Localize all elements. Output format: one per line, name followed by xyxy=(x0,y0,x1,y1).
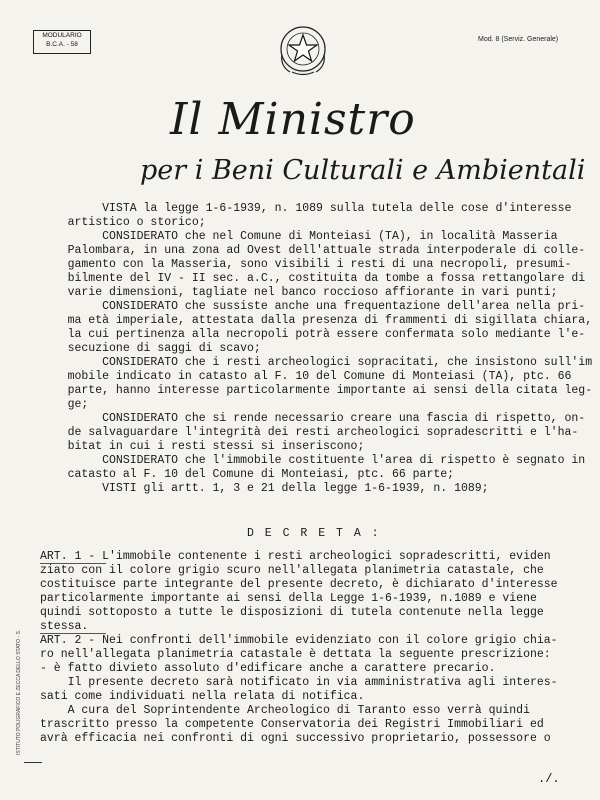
ministry-title: Il Ministro xyxy=(170,94,416,145)
article-line: ro nell'allegata planimetria catastale è dettata la seguente prescrizione: xyxy=(40,648,551,661)
preamble-line: CONSIDERATO che i resti archeologici sopracitati, che insistono sull'im xyxy=(40,356,593,369)
article-line: stessa. xyxy=(40,620,89,633)
preamble-line: VISTA la legge 1-6-1939, n. 1089 sulla tutela delle cose d'interesse xyxy=(40,202,572,215)
modulario-stamp xyxy=(33,30,91,54)
mod-label: Mod. 8 (Serviz. Generale) xyxy=(478,36,559,43)
preamble-line: la cui pertinenza alla necropoli potrà essere confermata solo mediante l'e- xyxy=(40,328,586,341)
article-line: sati come individuati nella relata di notifica. xyxy=(40,690,365,703)
preamble-line: secuzione di saggi di scavo; xyxy=(40,342,261,355)
continuation-mark: ./. xyxy=(538,772,560,786)
modulario-line2: B.C.A. - 58 xyxy=(46,41,78,48)
article-line: ziato con il colore grigio scuro nell'allegata planimetria catastale, che xyxy=(40,564,544,577)
art2-underline xyxy=(40,633,106,634)
preamble-line: catasto al F. 10 del Comune di Monteiasi, ptc. 66 parte; xyxy=(40,468,455,481)
republic-emblem-icon xyxy=(276,22,330,78)
preamble-line: de salvaguardare l'integrità dei resti archeologici sopradescritti e l'ha- xyxy=(40,426,579,439)
ministry-subtitle: per i Beni Culturali e Ambientali xyxy=(140,155,586,186)
article-line: costituisce parte integrante del presente decreto, è dichiarato d'interesse xyxy=(40,578,558,591)
preamble-line: bitat in cui i resti stessi si inseriscono; xyxy=(40,440,365,453)
preamble-line: VISTI gli artt. 1, 3 e 21 della legge 1-6-1939, n. 1089; xyxy=(40,482,489,495)
art1-underline xyxy=(40,563,106,564)
articles-text xyxy=(40,550,570,746)
margin-mark xyxy=(24,762,42,763)
preamble-line: bilmente del IV - II sec. a.C., costituita da tombe a fossa rettangolare di xyxy=(40,272,586,285)
preamble-line: ge; xyxy=(40,398,89,411)
preamble-line: CONSIDERATO che nel Comune di Monteiasi (TA), in località Masseria xyxy=(40,230,558,243)
article-line: ART. 1 - L'immobile contenente i resti archeologici sopradescritti, eviden xyxy=(40,550,551,563)
article-line: ART. 2 - Nei confronti dell'immobile evidenziato con il colore grigio chia- xyxy=(40,634,558,647)
preamble-line: Palombara, in una zona ad Ovest dell'attuale strada interpoderale di colle- xyxy=(40,244,586,257)
preamble-text xyxy=(40,202,593,496)
preamble-line: CONSIDERATO che si rende necessario creare una fascia di rispetto, on- xyxy=(40,412,586,425)
article-line: quindi sottoposto a tutte le disposizioni di tutela contenute nella legge xyxy=(40,606,544,619)
printer-imprint-text: ISTITUTO POLIGRAFICO E ZECCA DELLO STATO - S. xyxy=(16,629,22,755)
preamble-line: CONSIDERATO che sussiste anche una frequentazione dell'area nella pri- xyxy=(40,300,586,313)
article-line: particolarmente importante ai sensi della Legge 1-6-1939, n.1089 e viene xyxy=(40,592,537,605)
article-line: trascritto presso la competente Conservatoria dei Registri Immobiliari ed xyxy=(40,718,544,731)
article-line: Il presente decreto sarà notificato in via amministrativa agli interes- xyxy=(40,676,558,689)
modulario-line1: MODULARIO xyxy=(42,32,82,39)
preamble-line: artistico o storico; xyxy=(40,216,206,229)
preamble-line: CONSIDERATO che l'immobile costituente l'area di rispetto è segnato in xyxy=(40,454,586,467)
article-line: - è fatto divieto assoluto d'edificare anche a carattere precario. xyxy=(40,662,496,675)
preamble-line: gamento con la Masseria, sono visibili i resti di una necropoli, presumi- xyxy=(40,258,572,271)
article-line: avrà efficacia nei confronti di ogni successivo proprietario, possessore o xyxy=(40,732,551,745)
preamble-line: mobile indicato in catasto al F. 10 del Comune di Monteiasi (TA), ptc. 66 xyxy=(40,370,572,383)
preamble-line: parte, hanno interesse particolarmente importante ai sensi della citata leg- xyxy=(40,384,593,397)
preamble-line: ma età imperiale, attestata dalla presenza di frammenti di sigillata chiara, xyxy=(40,314,593,327)
decreta-heading: D E C R E T A : xyxy=(247,527,381,540)
printer-imprint xyxy=(16,545,26,755)
preamble-line: varie dimensioni, tagliate nel banco roccioso affiorante in vari punti; xyxy=(40,286,558,299)
article-line: A cura del Soprintendente Archeologico di Taranto esso verrà quindi xyxy=(40,704,530,717)
